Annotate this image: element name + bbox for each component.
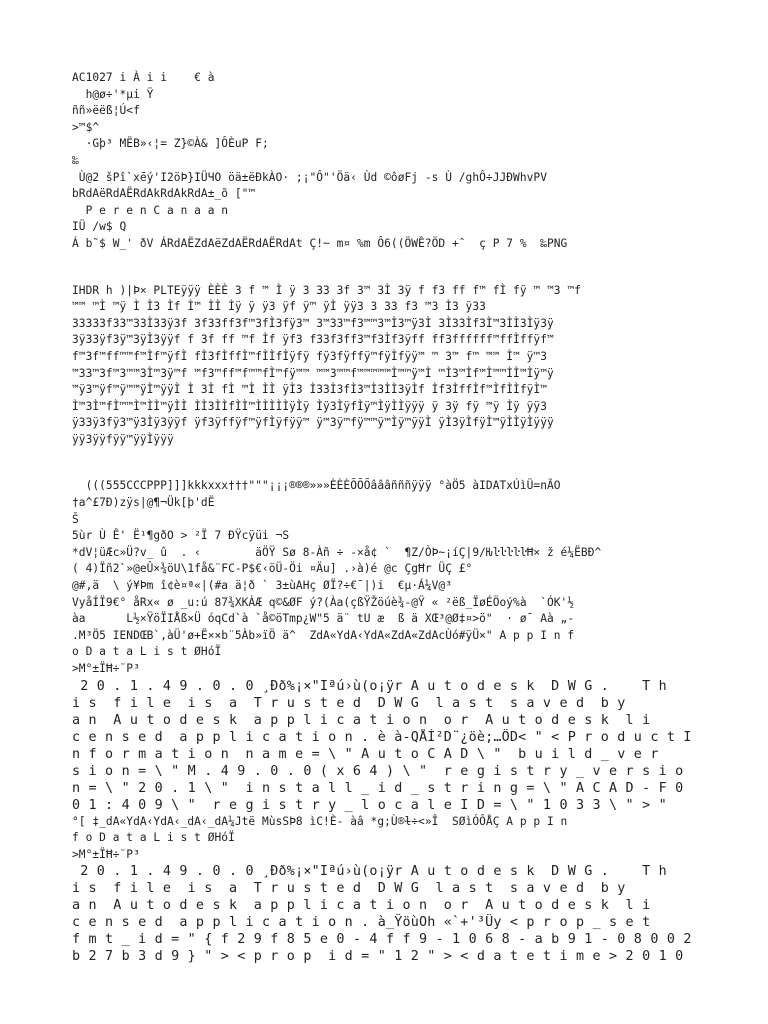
text-line: (((555CCCPPP]]]kkkxxx†††"""¡¡¡®®®»»»ÈÈÈÕÕÕâââñññÿÿÿ °àÖ5 àIDATxÚìÜ=nÃO xyxy=(72,479,561,493)
text-line: ·Gþ³ MËB»‹¦= Z}©À& ]ÔÈuP F; xyxy=(72,137,269,151)
text-line: o D a t a L i s t ØHóÏ xyxy=(72,645,222,659)
text-line: 33333f33™33Ì33ÿ3f 3f33ff3f™3fÌ3fÿ3™ 3™33™f3™™3™Ì3™ÿ3Ì 3Ì33Ìf3Ì™3ÌÌ3Ìÿ3ÿ xyxy=(72,316,554,330)
text-line: i s f i l e i s a T r u s t e d D W G l a s t s a v e d b y xyxy=(72,881,626,897)
text-line: ÿÿ3ÿÿfÿÿ™ÿÿÌÿÿÿ xyxy=(72,432,174,446)
text-line: AC1027 i À i i € à xyxy=(72,71,215,84)
text-line: àa L½×ŸöÏIÅß×Ü óqCd`à `å©öTmp¿W"5 ä¨ tU æ ß ä XŒ³@Ø‡¤>ö" · ø¯ Aà „- xyxy=(72,612,575,626)
spacer xyxy=(72,448,696,478)
text-line: IÜ /w$ Q xyxy=(72,220,127,234)
document-body xyxy=(72,70,696,965)
text-line: b 2 7 b 3 d 9 } " > < p r o p i d = " 1 2 " > < d a t e t i m e > 2 0 1 0 xyxy=(72,949,684,965)
text-line: ™™ ™Ì ™ÿ Ì Ì3 Ìf Ì™ ÌÌ Ìÿ ÿ ÿ3 ÿf ÿ™ ÿÌ ÿÿ3 3 33 f3 ™3 Ì3 ÿ33 xyxy=(72,300,486,314)
text-line: ññ»ëëß¦Ú<f xyxy=(72,104,140,118)
spacer xyxy=(72,253,696,283)
text-line: ÿ33ÿ3fÿ3™ÿ3Ìÿ3ÿÿf ÿf3ÿffÿf™ÿfÌÿfÿÿ™ ÿ™3ÿ™fÿ™™ÿ™Ìÿ™ÿÿÌ ÿÌ3ÿÌfÿÌ™ÿÌÌÿÌÿÿÿ xyxy=(72,416,554,430)
text-line: >M°±ÏĦ÷¨P³ xyxy=(72,662,140,675)
text-line: Ù@2 šPî`xēý'I2öÞ}IÜЧO öä±ëÐkÀO· ;¡"Ô"'Öä‹ Ùd ©ôøFj -s Ù /ghÔ÷JJÐWhvPV xyxy=(72,170,547,184)
text-line: a n A u t o d e s k a p p l i c a t i o n o r A u t o d e s k l i xyxy=(72,898,651,914)
text-line: f o D a t a L i s t ØHóÏ xyxy=(72,831,235,845)
text-line: 2 0 . 1 . 4 9 . 0 . 0 ¸Ðð%¡×"Iªú›ù(o¡ÿr A u t o d e s k D W G . T h xyxy=(72,864,667,880)
text-line: f™3f™ff™™f™Ìf™ÿfÌ fÌ3fÌffÌ™fÌÌfÌÿfÿ fÿ3fÿffÿ™fÿÌfÿÿ™ ™ 3™ f™ ™™ Ì™ ÿ™3 xyxy=(72,349,547,363)
text-line: 2 0 . 1 . 4 9 . 0 . 0 ¸Ðð%¡×"Iªú›ù(o¡ÿr A u t o d e s k D W G . T h xyxy=(72,678,667,694)
text-line: ™ÿ3™ÿf™ÿ™™ÿÌ™ÿÿÌ Ì 3Ì fÌ ™Ì ÌÌ ÿÌ3 Ì33Ì3fÌ3™Ì3ÌÌ3ÿÌf Ìf3ÌffÌf™ÌfÌÌfÿÌ™ xyxy=(72,383,547,397)
text-line: c e n s e d a p p l i c a t i o n . è à-QÅÍ²D¨¿öè;…ÖD< " < P r o d u c t I xyxy=(72,729,692,745)
text-line: ™33™3f™3™™3Ì™3ÿ™f ™f3™ff™f™™fÌ™fÿ™™ ™™3™™f™™™™™Ì™™ÿ™Ì ™Ì3™Ìf™Ì™™ÌÌ™Ìÿ™ÿ xyxy=(72,366,554,380)
image-data-block xyxy=(72,478,696,677)
text-line: IHDR h )|Þ× PLTEÿÿÿ ÈÈÈ 3 f ™ Ì ÿ 3 33 3f 3™ 3Ì 3ÿ f f3 ff f™ fÌ fÿ ™ ™3 ™f xyxy=(72,283,581,297)
text-line: 3ÿ33ÿf3ÿ™3ÿÌ3ÿÿf f 3f ff ™f Ìf ÿf3 f33f3ff3™f3Ìf3ÿff ff3ffffff™ffÌffÿf™ xyxy=(72,333,554,347)
text-line: ‰ xyxy=(72,153,79,167)
text-line: ( 4)Ïñ2`»@eÛ×¾öU\1få&¨FC-P$€‹öÜ-Öi ¤Äu] .›à)é @c ÇgĦr ÜÇ £° xyxy=(72,562,473,576)
text-line: †a^£7Ð)zÿs|@¶¬Ük[þ'dË xyxy=(72,496,215,510)
text-line: 5ùr Ù Ê' Ë¹¶gðO > ²Ï 7 ÐŸcÿüi ¬S xyxy=(72,529,290,543)
text-line: °[ ‡_dA«YdA‹YdA‹_dA‹_dA¼Jtë MùsSÞ8 ìC!È- àâ *g;Ù®ɫ÷<»Î SØìÓÔÅÇ A p p I n xyxy=(72,814,568,828)
text-line: >™$^ xyxy=(72,120,100,134)
text-line: P e r e n C a n a a n xyxy=(72,203,229,217)
text-line: f m t _ i d = " { f 2 9 f 8 5 e 0 - 4 f f 9 - 1 0 6 8 - a b 9 1 - 0 8 0 0 2 xyxy=(72,932,692,948)
png-palette-block xyxy=(72,283,696,449)
text-line: h@ø÷'*µi Ÿ xyxy=(72,87,154,101)
text-line: i s f i l e i s a T r u s t e d D W G l a s t s a v e d b y xyxy=(72,695,626,711)
text-line: bRdAëRdAËRdAkRdAkRdA±_õ ["™ xyxy=(72,187,256,201)
text-line: n = \ " 2 0 . 1 \ " i n s t a l l _ i d _ s t r i n g = \ " A C A D - F 0 xyxy=(72,780,684,796)
text-line: Ì™3Ì™fÌ™™Ì™ÌÌ™ÿÌÌ ÌÌ3ÌÌfÌÌ™ÌÌÌÌÌÿÌÿ Ìÿ3ÌÿfÌÿ™ÌÿÌÌÿÿÿ ÿ 3ÿ fÿ ™ÿ Ìÿ ÿÿ3 xyxy=(72,399,547,413)
text-line: c e n s e d a p p l i c a t i o n . à_ŸöùOh «`+'³Üy < p r o p _ s e t xyxy=(72,915,651,931)
text-line: Á b˜$ W_' ðV ÁRdAËZdAëZdAËRdAËRdAt Ç!~ m¤ %m Ô6((ÖWÊ?ÖD +ˆ ç P 7 % ‰PNG xyxy=(72,236,568,250)
text-line: VyåÍÏ9€° åRx« ø _u:ú 87¾XKÀÆ q©&ØF ý?(Àa(çßŸŽöúè¾-@Ÿ « ²ëß_ÏøÉÖoý%à `ÓK'½ xyxy=(72,595,575,609)
text-line: a n A u t o d e s k a p p l i c a t i o n o r A u t o d e s k l i xyxy=(72,712,651,728)
product-info-block xyxy=(72,678,696,864)
text-line: *dV¦üÆc»Ü?v_ û . ‹ äÖŸ Sø 8-Àñ ÷ -×å¢ ` ¶Z/ÒÞ~¡íÇ|9/ǶŀŀŀŀŀĦ× ž é¼ËBÐ^ xyxy=(72,545,602,559)
text-line: n f o r m a t i o n n a m e = \ " A u t o C A D \ " b u i l d _ v e r xyxy=(72,746,659,762)
text-line: .M³Ö5 IENDŒB`,àÜ'ø+Ë××b¨5Àb»ïÖ ä^ ZdA«YdA‹YdA«ZdA«ZdAcÙó#ÿÜ×" A p p I n f xyxy=(72,628,575,642)
text-line: 0 1 : 4 0 9 \ " r e g i s t r y _ l o c a l e I D = \ " 1 0 3 3 \ " > " xyxy=(72,797,667,813)
text-line: Š xyxy=(72,512,79,526)
text-line: s i o n = \ " M . 4 9 . 0 . 0 ( x 6 4 ) \ " r e g i s t r y _ v e r s i o xyxy=(72,763,684,779)
text-line: >M°±ÏĦ÷¨P³ xyxy=(72,847,140,861)
prop-set-block xyxy=(72,863,696,965)
text-line: @#,ä \ ý¥Þm î¢è¤ª«|(#a ä¦ð ` 3±ùAHç ØÏ?÷€¯|)i €µ·Á¼V@³ xyxy=(72,579,452,593)
header-block xyxy=(72,70,696,253)
